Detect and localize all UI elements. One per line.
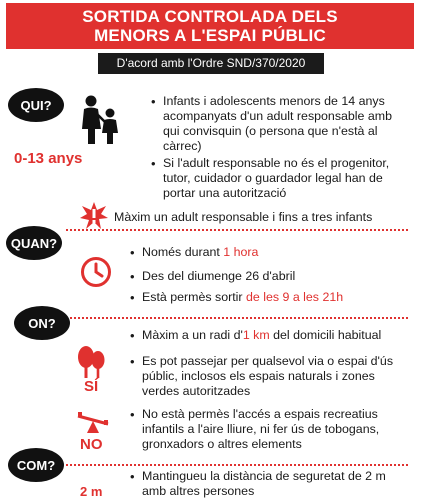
com-bullet-1 [130,469,412,499]
warning-burst-icon [80,202,108,230]
on-bullet-3-text: No està permès l'accés a espais recreatius infantils a l'aire lliure, ni fer ús de tobogans, gronxadors o altres elements [142,407,380,451]
bullet-dot: • [151,94,156,109]
divider-quan [66,317,408,319]
divider-on [66,464,408,466]
distance-label: 2 m [80,484,103,499]
max-rule-text: Màxim un adult responsable i fins a tres infants [114,210,373,224]
badge-on: ON? [14,306,70,340]
quan-bullet-3 [130,290,402,305]
quan-bullet-3-highlight: de les 9 a les 21h [245,290,344,304]
badge-quan: QUAN? [6,226,62,260]
on-bullet-1-suffix: del domicili habitual [269,328,382,342]
bullet-dot: • [130,245,135,260]
bullet-dot: • [130,328,135,343]
quan-bullet-1 [130,245,402,260]
bullet-dot: • [130,469,135,484]
qui-bullet-1-text: Infants i adolescents menors de 14 anys acompanyats d'un adult responsable amb qui convisquin (o persona que n'està al càrrec) [163,94,392,153]
age-range-label: 0-13 anys [14,150,83,167]
bullet-dot: • [130,354,135,369]
on-bullet-1-prefix: Màxim a un radi d' [142,328,243,342]
divider-qui [66,229,408,231]
clock-icon [80,256,112,288]
on-bullet-2 [130,354,412,399]
on-bullet-3 [130,407,412,452]
quan-bullet-2-text: Des del diumenge 26 d'abril [142,269,296,283]
badge-com: COM? [8,448,64,482]
yes-label: SÍ [84,378,99,395]
badge-qui: QUI? [8,88,64,122]
qui-bullet-2 [151,156,408,201]
subtitle-banner: D'acord amb l'Ordre SND/370/2020 [98,53,324,74]
bullet-dot: • [130,269,135,284]
quan-bullet-2 [130,269,402,284]
on-bullet-2-text: Es pot passejar per qualsevol via o espai d'ús públic, inclosos els espais naturals i zones verdes autoritzades [142,354,394,398]
qui-bullet-2-text: Si l'adult responsable no és el progenitor, tutor, cuidador o guardador legal han de portar una autorització [163,156,390,200]
bullet-dot: • [130,290,135,305]
quan-bullet-1-prefix: Només durant [142,245,224,259]
header-banner [6,3,414,49]
seesaw-icon [76,412,110,434]
family-icon [76,95,122,145]
bullet-dot: • [151,156,156,171]
no-label: NO [80,436,103,453]
title-line-1: SORTIDA CONTROLADA DELS [82,7,338,26]
on-bullet-1 [130,328,407,343]
title-line-2: MENORS A L'ESPAI PÚBLIC [94,26,326,45]
bullet-dot: • [130,407,135,422]
quan-bullet-3-prefix: Està permès sortir [142,290,246,304]
on-bullet-1-highlight: 1 km [242,328,270,342]
quan-bullet-1-highlight: 1 hora [223,245,259,259]
qui-bullet-1 [151,94,408,154]
trees-icon [76,345,106,379]
com-bullet-1-text: Mantingueu la distància de seguretat de 2 m amb altres persones [142,469,386,498]
